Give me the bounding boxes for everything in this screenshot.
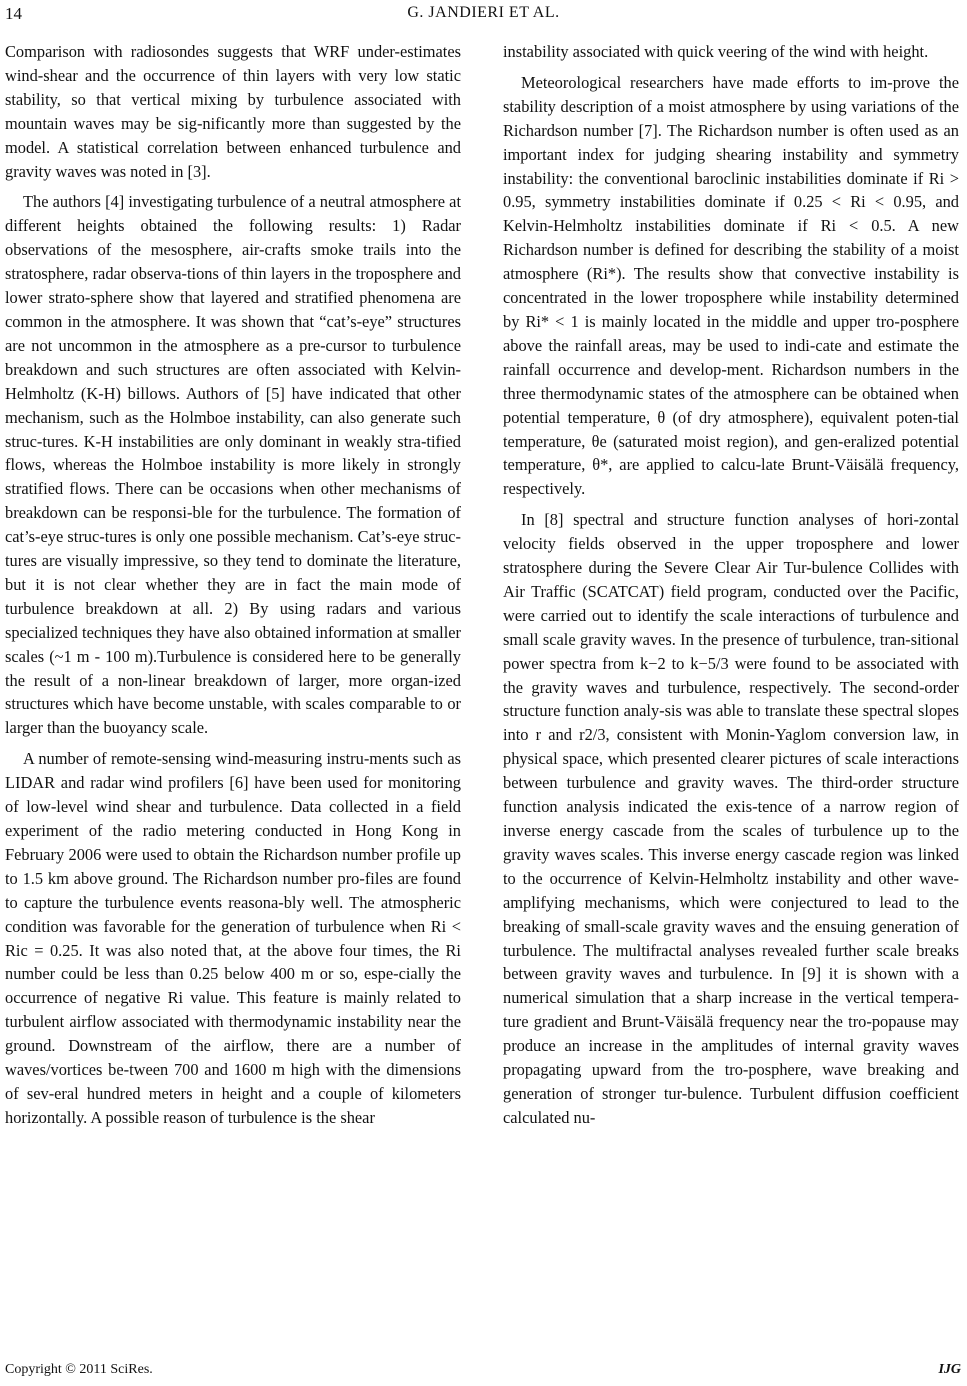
- paragraph: instability associated with quick veering of the wind with height.: [503, 42, 929, 61]
- paragraph: Meteorological researchers have made efforts to im-prove the stability description of a moist atmosphere by using variations of the Richardson number [7]. The Richardson number is often used as an important index for judging shearing instability and symmetry instability: the conventional baroclinic instabilities dominate if Ri > 0.95, symmetry instabilities dominate if 0.25 < Ri < 0.95, and Kelvin-Helmholtz instabilities dominate if Ri < 0.5. A new Richardson number is defined for describing the stability of a moist atmosphere (Ri*). The results show that convective instability is concentrated in the lower troposphere while instability determined by Ri* < 1 is mainly located in the middle and upper tro-posphere above the rainfall areas, may be used to indi-cate and estimate the rainfall occurrence and develop-ment. Richardson numbers in the three thermodynamic states of the atmosphere can be obtained when potential temperature, θ (of dry atmosphere), equivalent poten-tial temperature, θe (saturated moist region), and gen-eralized potential temperature, θ*, are applied to calcu-late Brunt-Väisälä frequency, respectively.: [503, 72, 959, 499]
- paragraph: In [8] spectral and structure function analyses of hori-zontal velocity fields observed in the upper troposphere and lower stratosphere during the Severe Clear Air Tur-bulence Collides with Air Traffic (SCATCAT) field program, conducted over the Pacific, were carried out to identify the scale interactions of turbulence and small scale gravity waves. In the presence of turbulence, tran-sitional power spectra from k−2 to k−5/3 were found to be associated with the gravity waves and turbulence, respectively. The second-order structure function analy-sis was able to translate these spectral slopes into r and r2/3, consistent with Monin-Yaglom conversion law, in physical space, which presented clearer pictures of scale interactions between turbulence and gravity waves. The third-order structure function analysis indicated the exis-tence of a narrow region of inverse energy cascade from the scales of turbulence up to the gravity waves scales. This inverse energy cascade region was linked to the occurrence of Kelvin-Helmholtz instability and other wave-amplifying mechanisms, which were conjectured to lead to the breaking of small-scale gravity waves and the ensuing generation of turbulence. The multifractal analyses revealed further scale breaks between gravity waves and turbulence. In [9] it is shown with a numerical simulation that a sharp increase in the vertical tempera-ture gradient and Brunt-Väisälä frequency near the tro-popause may produce an increase in the amplitudes of internal gravity waves propagating upward from the tro-posphere, wave breaking and generation of stronger tur-bulence. Turbulent diffusion coefficient calculated nu-: [503, 510, 959, 1127]
- page-number: 14: [5, 4, 22, 23]
- paragraph: Comparison with radiosondes suggests that WRF under-estimates wind-shear and the occurrence of thin layers with very low static stability, so that vertical mixing by turbulence associated with mountain waves may be sig-nificantly more than suggested by the model. A statistical correlation between enhanced turbulence and gravity waves was noted in [3].: [5, 42, 461, 181]
- page-header: [0, 4, 967, 26]
- running-head: G. JANDIERI ET AL.: [407, 4, 560, 21]
- page-footer: [0, 1362, 967, 1384]
- left-column: [5, 40, 461, 1130]
- paragraph: The authors [4] investigating turbulence of a neutral atmosphere at different heights obtained the following results: 1) Radar observations of the mesosphere, air-crafts smoke trails into the stratosphere, radar observa-tions of thin layers in the troposphere and lower strato-sphere show that layered and stratified phenomena are common in the atmosphere. It was shown that “cat’s-eye” structures are not uncommon in the atmosphere as a pre-cursor to turbulence breakdown and such structures are often associated with Kelvin-Helmholtz (K-H) billows. Authors of [5] have indicated that other mechanism, such as the Holmboe instability, can also generate such struc-tures. K-H instabilities are only dominant in weakly stra-tified flows, whereas the Holmboe instability is more likely in strongly stratified flows. There can be occasions when other mechanisms of breakdown can be responsi-ble for the turbulence. The formation of cat’s-eye struc-tures is only one possible mechanism. Cat’s-eye struc-tures are visually impressive, so they tend to dominate the literature, but it is not clear whether they are in fact the main mode of turbulence breakdown at all. 2) By using radars and various specialized techniques they have also obtained information at smaller scales (~1 m - 100 m).Turbulence is considered here to be generally the result of a non-linear breakdown of larger, more organ-ized structures which have become unstable, with scales comparable to or larger than the buoyancy scale.: [5, 192, 461, 738]
- journal-abbrev: IJG: [938, 1362, 961, 1377]
- right-column: [503, 40, 959, 1130]
- copyright-notice: Copyright © 2011 SciRes.: [5, 1362, 153, 1377]
- paragraph: A number of remote-sensing wind-measuring instru-ments such as LIDAR and radar wind profilers [6] have been used for monitoring of low-level wind shear and turbulence. Data collected in a field experiment of the radio metering conducted in Hong Kong in February 2006 were used to obtain the Richardson number profile up to 1.5 km above ground. The Richardson number pro-files are found to capture the turbulence events reasona-bly well. The atmospheric condition was favorable for the generation of turbulence when Ri < Ric = 0.25. It was also noted that, at the above four times, the Ri number could be less than 0.25 below 400 m or so, espe-cially the occurrence of negative Ri value. This feature is mainly related to turbulent airflow associated with thermodynamic instability near the ground. Downstream of the airflow, there are a number of waves/vortices be-tween 700 and 1600 m high with the dimensions of sev-eral hundred meters in height and a couple of kilometers horizontally. A possible reason of turbulence is the shear: [5, 749, 461, 1127]
